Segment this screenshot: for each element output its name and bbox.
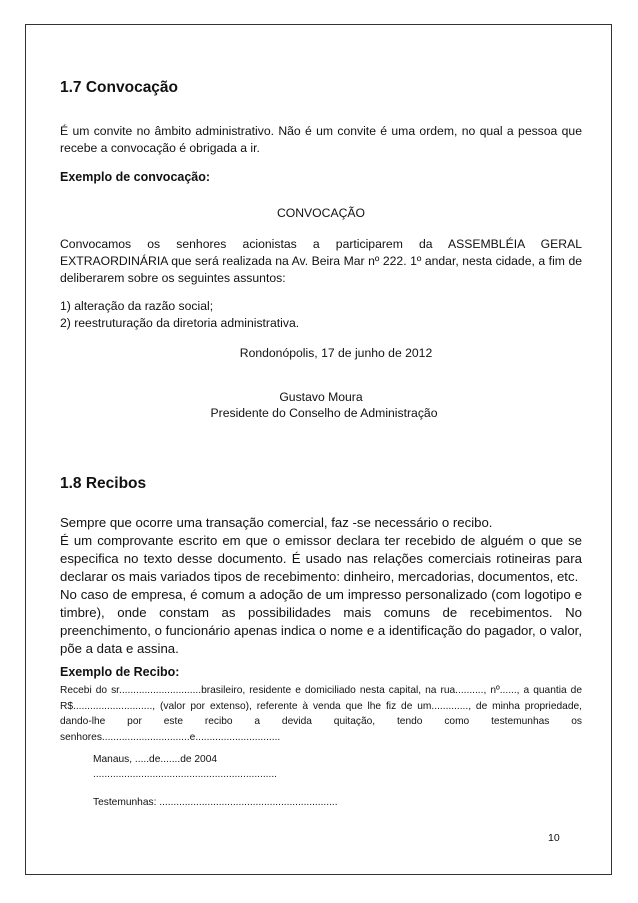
convocacao-signer-name: Gustavo Moura: [279, 390, 363, 404]
convocacao-item: 1) alteração da razão social;: [60, 299, 214, 313]
recibos-para-3: No caso de empresa, é comum a adoção de um impresso personalizado (com logotipo e timbre), onde constam as possibilidades mais comuns de recebimentos. No preenchimento, o funcionário apenas indica o nome e a identificação do pagador, o valor, põe a data e assina.: [60, 587, 582, 656]
recibos-para-2: É um comprovante escrito em que o emissor declara ter recebido de alguém o que se especifica no texto desse documento. É usado nas relações comerciais rotineiras para declarar os mais variados tipos de recebimento: dinheiro, mercadorias, documentos, etc.: [60, 533, 582, 584]
convocacao-body: Convocamos os senhores acionistas a participarem da ASSEMBLÉIA GERAL EXTRAORDINÁRIA que será realizada na Av. Beira Mar nº 222. 1º andar, nesta cidade, a fim de deliberarem sobre os seguintes assuntos:: [60, 237, 582, 285]
convocacao-item: 2) reestruturação da diretoria administrativa.: [60, 316, 300, 330]
convocacao-items: [60, 298, 582, 332]
convocacao-date-line: Rondonópolis, 17 de junho de 2012: [239, 346, 433, 360]
convocacao-signer-title: Presidente do Conselho de Administração: [210, 406, 438, 420]
receipt-place-date: Manaus, .....de.......de 2004: [93, 754, 218, 765]
convocacao-example-label: Exemplo de convocação:: [60, 170, 211, 184]
convocacao-definition: É um convite no âmbito administrativo. Não é um convite é uma ordem, no qual a pessoa que recebe a convocação é obrigada a ir.: [60, 124, 582, 155]
recibos-para-1: Sempre que ocorre uma transação comercial, faz -se necessário o recibo.: [60, 515, 493, 530]
section-title-recibos: 1.8 Recibos: [60, 475, 147, 492]
convocacao-heading: CONVOCAÇÃO: [276, 206, 366, 220]
receipt-text: Recebi do sr.............................brasileiro, residente e domiciliado nesta capital, na rua.........., nº......, a quantia de R$............................, (valor por extenso), referente à venda que lhe fiz de um............., de minha propriedade, dando-lhe por este recibo a devida quitação, tendo como testemunhas os senhores...............................e..............................: [60, 685, 582, 743]
receipt-witnesses: Testemunhas: ...............................................................: [93, 797, 338, 808]
recibo-example-label: Exemplo de Recibo:: [60, 665, 180, 679]
receipt-signature-line: .................................................................: [93, 769, 277, 780]
page-number: 10: [548, 832, 560, 844]
section-title-convocacao: 1.7 Convocação: [60, 79, 179, 96]
